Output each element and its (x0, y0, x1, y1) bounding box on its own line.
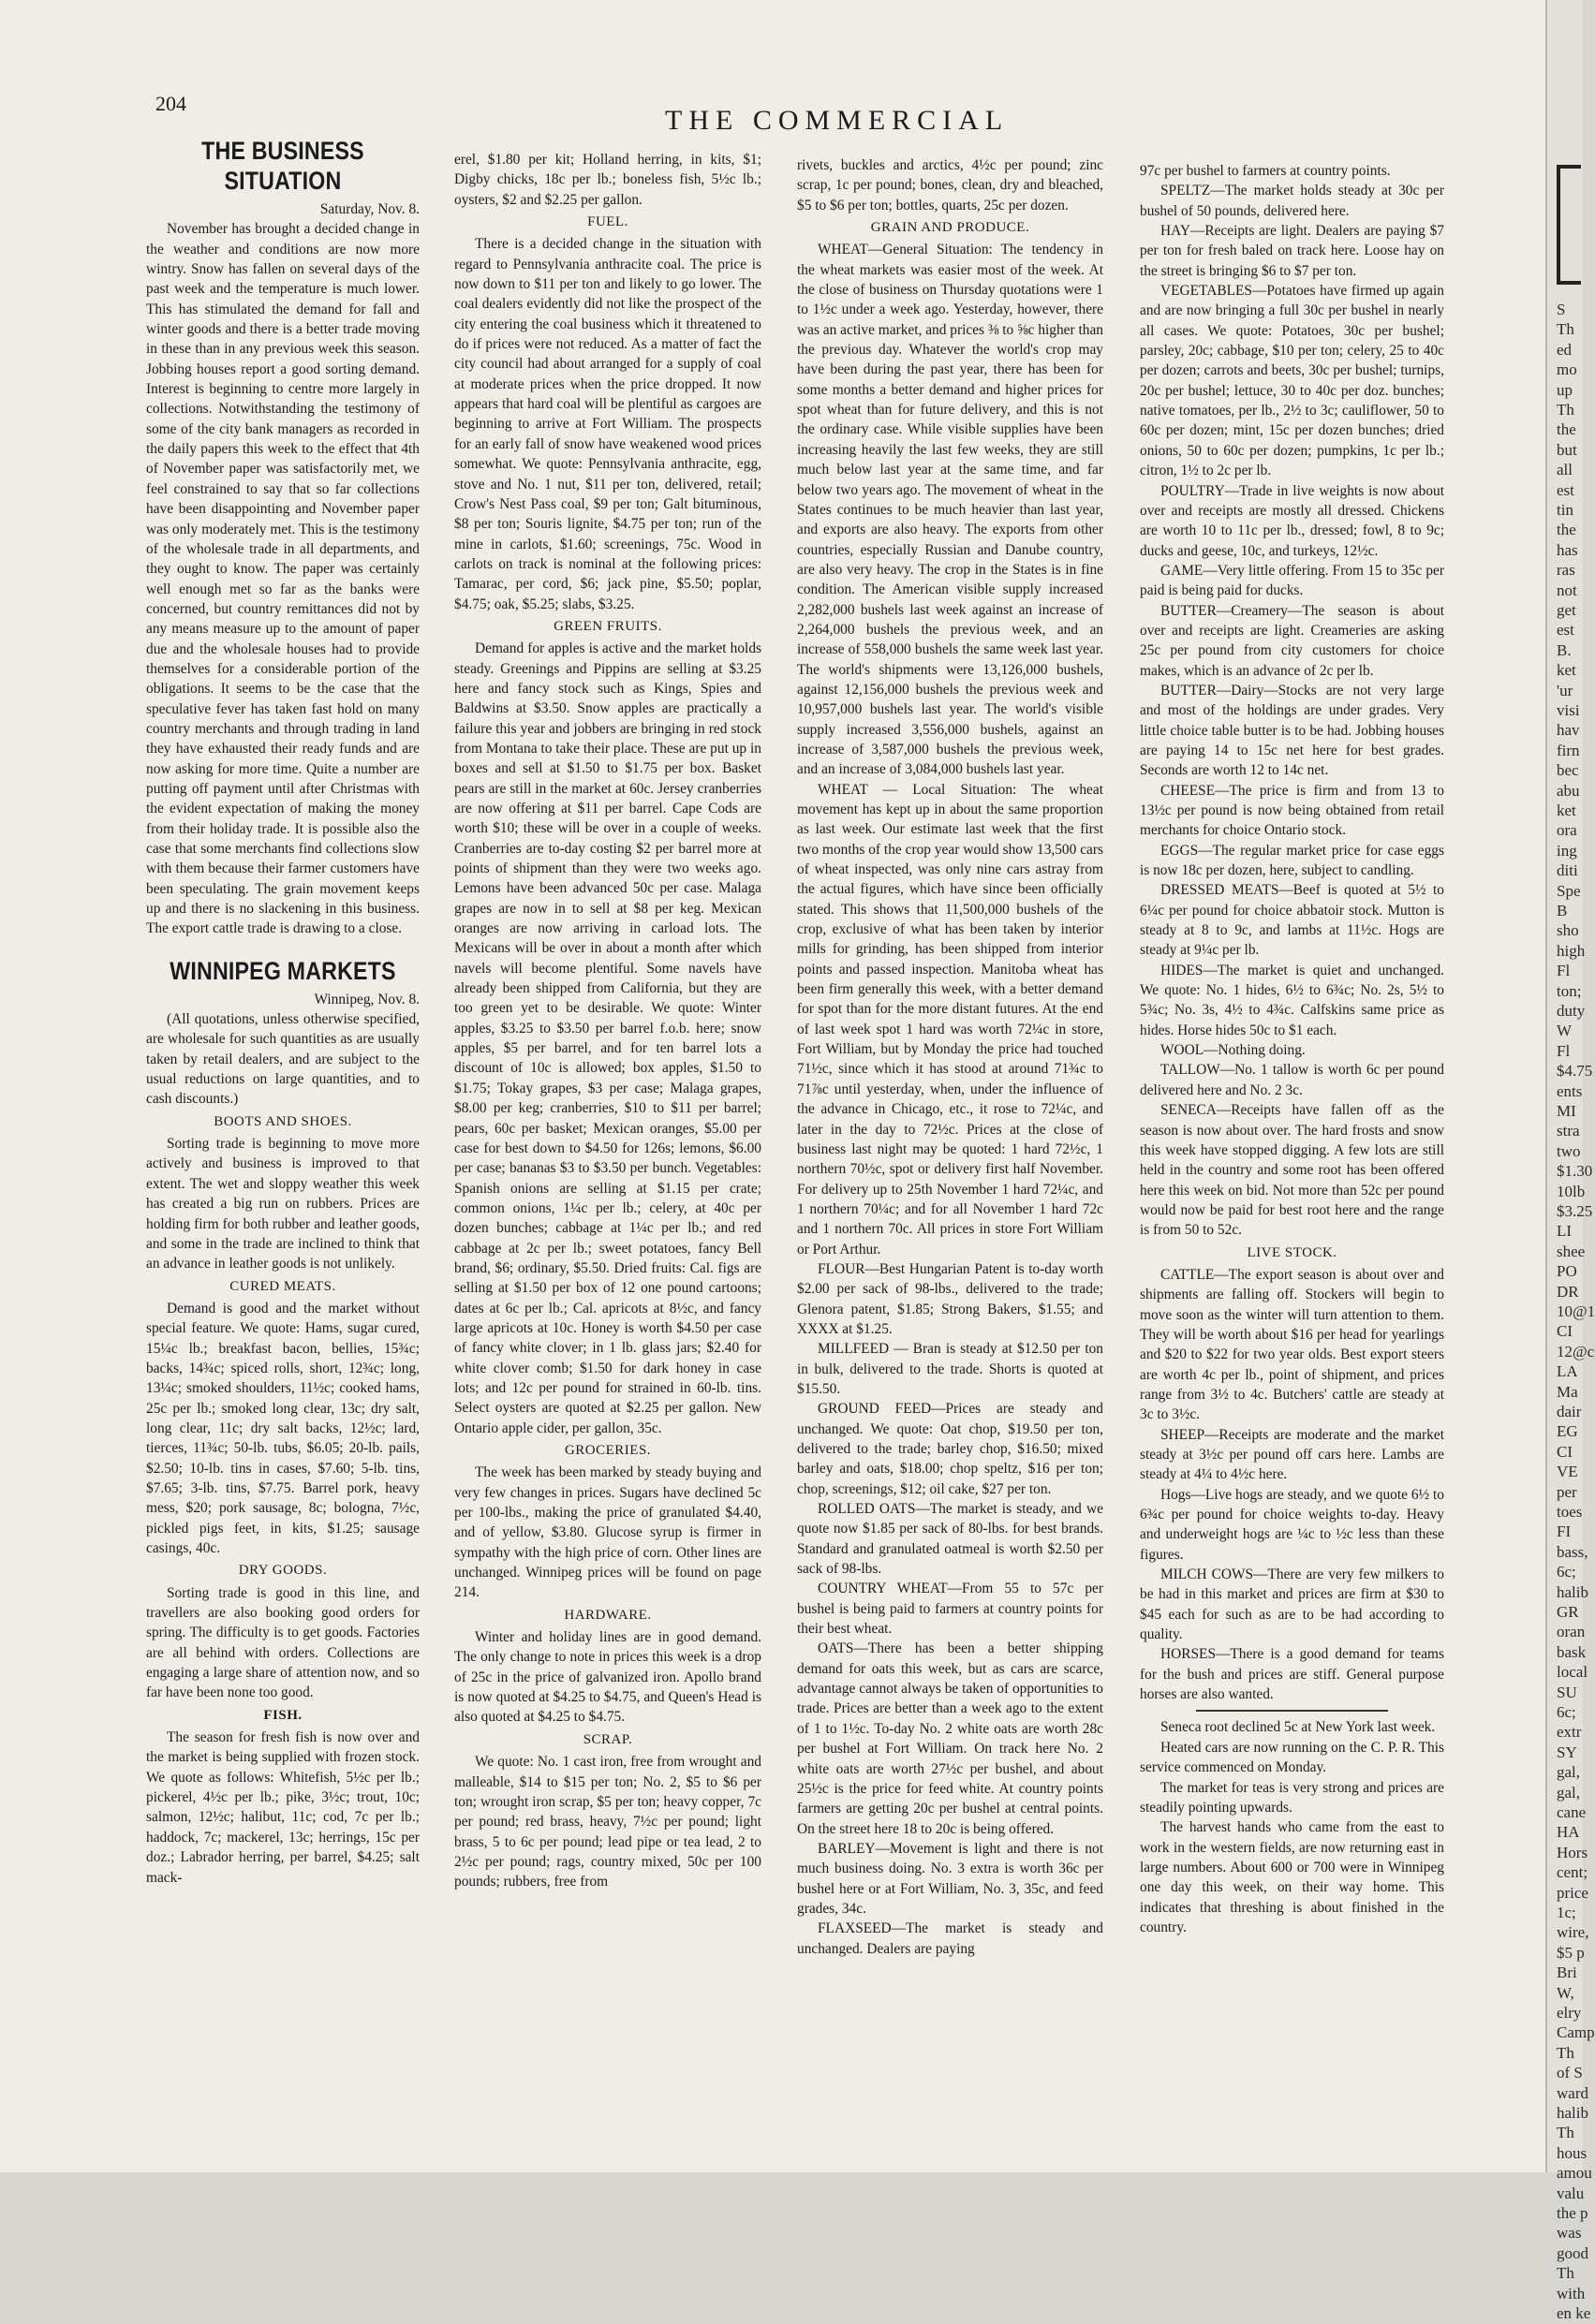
facing-page-fragment: ora (1557, 821, 1577, 840)
hay: HAY—Receipts are light. Dealers are paying $7 per ton for fresh baled on track here. Loose hay on the street is bringing $6 to $7 per ton. (1140, 223, 1444, 279)
groceries-body: The week has been marked by steady buying and very few changes in prices. Sugars have declined 5c per 100-lbs., making the price of granulated $4.40, and of yellow, $3.80. Glucose syrup is firmer in sympathy with the high price of corn. Other lines are unchanged. Winnipeg prices will be found on page 214. (454, 1464, 761, 1601)
facing-page-fragment: GR (1557, 1603, 1579, 1621)
business-body: November has brought a decided change in the weather and conditions are now more wintry. Snow has fallen on several days of the past week and the temperature is much lower. This has stimulated the demand for fall and winter goods and there is a better trade moving in these than in any previous week this season. Jobbing houses report a good sorting demand. Interest is beginning to centre more largely in collections. Notwithstanding the testimony of some of the city bank managers as recorded in the daily papers this week to the effect that 4th of November paper was satisfactorily met, we feel constrained to say that so far collections have been disappointing and November paper was only moderately met. This is the testimony of the wholesale trade in all departments, and they ought to know. The paper was certainly well enough met so far as the banks were concerned, but country remittances did not by any means measure up to the amount of paper due and the wholesale houses had to provide themselves for a considerable portion of the obligations. It seems to be the case that the speculative fever has taken fast hold on many country merchants and through trading in land they have exhausted their ready funds and are now asking for more time. Quite a number are putting off payment until after Christmas with the evident expectation of making the money from their holiday trade. It is possible also the case that some merchants find collections slow with them because their farmer customers have been speculating. The grain movement keeps up and there is no slackening in this business. The export cattle trade is drawing to a close. (146, 221, 420, 937)
facing-page-fragment: gal, (1557, 1783, 1581, 1802)
facing-page-fragment: gal, (1557, 1763, 1581, 1782)
facing-page-fragment: PO (1557, 1262, 1577, 1281)
business-situation-heading: THE BUSINESS SITUATION (201, 137, 364, 195)
scrap-continued: rivets, buckles and arctics, 4½c per pound; zinc scrap, 1c per pound; bones, clean, dry and bleached, $5 to $6 per ton; bottles, quarts, 25c per dozen. (797, 157, 1103, 213)
facing-page-fragment: the (1557, 521, 1576, 539)
facing-page-fragment: mo (1557, 360, 1577, 379)
fuel-body: There is a decided change in the situation with regard to Pennsylvania anthracite coal. The price is now down to $11 per ton and likely to go lower. The coal dealers evidently did not like the prospect of the city entering the coal business which it threatened to do if prices were not reduced. As a matter of fact the city council had about arranged for a supply of coal at moderate prices when the price dropped. It now appears that hard coal will be plentiful as cargoes are beginning to arrive at Fort William. The prospects for an early fall of snow have weakened wood prices somewhat. We quote: Pennsylvania anthracite, egg, stove and No. 1 nut, $11 per ton, delivered, retail; Crow's Nest Pass coal, $9 per ton; Galt bituminous, $8 per ton; Souris lignite, $4.75 per ton; run of the mine in carlots, $1.60; screenings, 75c. Wood in carlots on track is nominal at the following prices: Tamarac, per cord, $6; jack pine, $5.50; poplar, $4.75; oak, $5.25; slabs, $3.25. (454, 236, 761, 612)
facing-page-fragment: halib (1557, 2104, 1588, 2122)
facing-page-fragment: ras (1557, 561, 1575, 580)
barley: BARLEY—Movement is light and there is not much business doing. No. 3 extra is worth 36c per bushel here or at Fort William, No. 3, 35c, and feed grades, 34c. (797, 1840, 1103, 1917)
hides: HIDES—The market is quiet and unchanged. We quote: No. 1 hides, 6½ to 6¾c; No. 2s, 5½ to 5¾c; No. 3s, 4½ to 4¾c. Calfskins same price as hides. Horse hides 50c to $1 each. (1140, 962, 1444, 1038)
green-fruits-heading: GREEN FRUITS. (554, 618, 662, 634)
groceries-heading: GROCERIES. (564, 1443, 652, 1458)
ground-feed: GROUND FEED—Prices are steady and unchanged. We quote: Oat chop, $19.50 per ton, delivered to the trade; barley chop, $16.50; mixed barley and oats, $18.00; chop speltz, $16 per ton; chop, screenings, $12; oil cake, $27 per ton. (797, 1401, 1103, 1497)
facing-page-fragment: of S (1557, 2064, 1583, 2082)
facing-page-fragment: B. (1557, 640, 1572, 659)
facing-page-fragment: Bri (1557, 1964, 1577, 1982)
facing-page-fragment: Th (1557, 2043, 1574, 2062)
hogs: Hogs—Live hogs are steady, and we quote 6½ to 6¾c per pound for choice weights to-day. Heavy and underweight hogs are ¼c to ½c less than these figures. (1140, 1486, 1444, 1563)
facing-page-fragment: $1.30 (1557, 1162, 1593, 1181)
dressed-meats: DRESSED MEATS—Beef is quoted at 5½ to 6¼c per pound for choice abbatoir stock. Mutton is steady at 8 to 9c, and lambs at 11½c. Hogs are steady at 9¼c per lb. (1140, 882, 1444, 959)
facing-page-fragment: ket (1557, 661, 1576, 680)
game: GAME—Very little offering. From 15 to 35c per paid is being paid for ducks. (1140, 562, 1444, 599)
facing-page-fragment: valu (1557, 2184, 1585, 2202)
facing-page-fragment: SY (1557, 1743, 1577, 1761)
dry-body: Sorting trade is good in this line, and travellers are also booking good orders for spring. The difficulty is to get goods. Factories are all behind with orders. Collections are engaging a large share of attention now, and so far have been none too good. (146, 1584, 420, 1701)
facing-page-fragment: W, (1557, 1983, 1574, 2002)
butter-creamery: BUTTER—Creamery—The season is about over and receipts are light. Creameries are asking 25c per pound from city customers for choice makes, which is an advance of 2c per lb. (1140, 602, 1444, 679)
facing-page-fragment: sho (1557, 921, 1579, 940)
facing-page-fragment: SU (1557, 1683, 1577, 1701)
facing-page-fragment: 'ur (1557, 681, 1573, 699)
facing-page-fragment: MI (1557, 1102, 1576, 1120)
seneca: SENECA—Receipts have fallen off as the season is now about over. The hard frosts and snow this week have stopped digging. A few lots are still held in the country and some root has been offered here this week on bid. Not more than 52c per pound would now be paid for best root here and the range is from 50 to 52c. (1140, 1102, 1444, 1239)
facing-page-fragment: 12@c (1557, 1342, 1595, 1361)
facing-page-fragment: LA (1557, 1362, 1578, 1381)
facing-page-fragment: 6c; (1557, 1703, 1576, 1721)
facing-page-fragment: per (1557, 1482, 1577, 1501)
wool: WOOL—Nothing doing. (1160, 1042, 1306, 1059)
grain-heading: GRAIN AND PRODUCE. (870, 220, 1030, 236)
facing-page-fragment: local (1557, 1663, 1588, 1682)
facing-page-fragment: ket (1557, 802, 1576, 819)
hardware-heading: HARDWARE. (564, 1607, 652, 1623)
facing-page-fragment: cane (1557, 1803, 1587, 1821)
fish-body: The season for fresh fish is now over and the market is being supplied with frozen stock. We quote as follows: Whitefish, 5½c per lb.; pickerel, 4½c per lb.; pike, 3½c; trout, 10c; salmon, 12½c; halibut, 11c; cod, 7c per lb.; haddock, 7c; mackerel, 13c; herrings, 15c per doz.; Labrador herring, per barrel, $4.25; salt mack- (146, 1729, 420, 1886)
facing-page-fragment: ents (1557, 1081, 1583, 1100)
facing-page-fragment: Fl (1557, 1041, 1571, 1060)
facing-page-fragment: the p (1557, 2204, 1588, 2222)
wheat-general: WHEAT—General Situation: The tendency in the wheat markets was easier most of the week. At the close of business on Thursday quotations were 1 to 1½c under a week ago. Yesterday, however, there was an active market, and prices ⅜ to ⅝c higher than the previous day. Whatever the world's crop may have been during the past year, there has been for some months a better demand and higher prices for spot wheat than for future delivery, and this is not the ordinary case. While visible supplies have been increasing heavily the last few weeks, they are still much below last year at the same time, and far below two years ago. The movement of wheat in the States continues to be much heavier than last year, and exports are also heavy. The exports from other countries, especially Russian and Danube country, are also very heavy. The crop in the States is in fine condition. The American visible supply increased 2,282,000 bushels last week against an increase of 2,264,000 bushels the previous week, and an increase of 558,000 bushels the same week last year. The world's shipments were 13,126,000 bushels, against 12,156,000 bushels the previous week and 10,957,000 bushels last year. The world's visible supply increased 3,556,000 bushels, against an increase of 3,587,000 bushels the previous week, and an increase of 3,084,000 bushels last year. (797, 242, 1103, 778)
facing-page-fragment: FI (1557, 1522, 1572, 1541)
facing-page-fragment: est (1557, 480, 1574, 499)
boots-body: Sorting trade is beginning to move more actively and business is improved to that extent. The wet and sloppy weather this week has created a big run on rubbers. Prices are holding firm for both rubber and leather goods, and some in the trade are inclined to think that an advance in leather goods is not unlikely. (146, 1136, 420, 1272)
column-1 (146, 136, 420, 1888)
speltz: SPELTZ—The market holds steady at 30c per bushel of 50 pounds, delivered here. (1140, 183, 1444, 219)
facing-page-fragment: bec (1557, 761, 1579, 780)
facing-page-fragment: dair (1557, 1403, 1582, 1420)
facing-page-fragment: Hors (1557, 1843, 1588, 1861)
fuel-heading: FUEL. (587, 214, 628, 230)
facing-page-fragment: Spe (1557, 881, 1581, 900)
facing-page-fragment: Th (1557, 320, 1574, 339)
facing-page-fragment: Camp (1557, 2023, 1595, 2042)
column-4 (1140, 161, 1444, 1937)
facing-page-fragment: tin (1557, 501, 1573, 519)
facing-page-fragment: ed (1557, 340, 1573, 359)
facing-page-fragment: high (1557, 941, 1586, 960)
facing-page-fragment: CI (1557, 1442, 1573, 1461)
oats: OATS—There has been a better shipping demand for oats this week, but as cars are scarce, advantage cannot always be taken of opportunities to trade. Prices are better than a week ago to the extent of 1 to 1½c. To-day No. 2 white oats are worth 28c per bushel at Fort William. On track here No. 2 white oats are worth 27½c per bushel, and about 25½c is the price for feed white. At country points farmers are getting 20c per bushel at central points. On the street here 18 to 20c is being offered. (797, 1640, 1103, 1837)
note-heated-cars: Heated cars are now running on the C. P. R. This service commenced on Monday. (1140, 1739, 1444, 1776)
facing-page-fragment: but (1557, 440, 1577, 459)
facing-page-fragment: oran (1557, 1623, 1586, 1641)
facing-page-fragment: 10lb (1557, 1182, 1586, 1200)
eggs: EGGS—The regular market price for case eggs is now 18c per dozen, here, subject to candling. (1140, 842, 1444, 879)
milch-cows: MILCH COWS—There are very few milkers to be had in this market and prices are firm at $30 to $45 each for such as are to be had according to quality. (1140, 1566, 1444, 1643)
green-fruits-body: Demand for apples is active and the market holds steady. Greenings and Pippins are selling at $3.25 here and fancy stock such as Kings, Spies and Baldwins at $3.50. Snow apples are practically a failure this year and jobbers are bringing in red stock from Montana to take their place. These are put up in boxes and sell at $1.50 to $1.75 per box. Basket pears are still in the market at 60c. Jersey cranberries are now offering at $11 per barrel. Cape Cods are worth $10; these will be over in a couple of weeks. Cranberries are to-day costing $2 per barrel more at points of shipment than they were two weeks ago. Lemons have been advanced 50c per case. Malaga grapes are now in to sell at $8 per keg. Mexican oranges are now arriving in carload lots. The Mexicans will be over in about a month after which navels will become plentiful. Some navels have already been shipped from California, but they are too green yet to be desirable. We quote: Winter apples, $3.25 to $3.50 per barrel f.o.b. here; snow apples, $5 per barrel, and for ten barrel lots a discount of 10c is allowed; box apples, $1.50 to $1.75; Tokay grapes, $3 per case; Malaga grapes, $8.00 per keg; cranberries, $10 to $11 per barrel; pears, 60c per basket; Mexican oranges, $5.00 per case for best down to $4.50 for 126s; lemons, $6.00 per case; bananas $3 to $3.50 per bunch. Vegetables: Spanish onions are selling at $1.15 per crate; common onions, 1¼c per lb.; celery, at 40c per dozen bunches; cabbage at 1¼c per lb.; and red cabbage at 2c per lb.; sweet potatoes, fancy Bell brand, $6; ordinary, $5.50. Dried fruits: Cal. figs are selling at $1.50 per box of 12 one pound cartoons; dates at 6c per lb.; Cal. apricots at 8½c, and fancy large apricots at 10c. Honey is worth $4.50 per case of fancy white clover; in 1 lb. glass jars; $2.40 for white clover comb; $1.50 for dark honey in case lots; and 12c per pound for strained in 60-lb. tins. Select oysters are quoted at $2.25 per gallon. New Ontario apple cider, per gallon, 35c. (454, 640, 761, 1436)
facing-page-fragment: W (1557, 1022, 1573, 1040)
fish-heading: FISH. (263, 1707, 303, 1723)
facing-page-fragment: $5 p (1557, 1943, 1585, 1962)
winnipeg-markets-heading: WINNIPEG MARKETS (170, 956, 396, 985)
dry-heading: DRY GOODS. (238, 1563, 328, 1579)
facing-page-fragment: HA (1557, 1823, 1580, 1842)
facing-page-fragment: amou (1557, 2164, 1592, 2183)
note-seneca: Seneca root declined 5c at New York last week. (1160, 1719, 1436, 1736)
facing-page-fragment: bask (1557, 1642, 1587, 1661)
facing-page-fragment: hous (1557, 2143, 1588, 2162)
facing-page-fragment: ing (1557, 841, 1577, 860)
facing-page-fragment: 1c; (1557, 1904, 1576, 1921)
facing-page-fragment: firn (1557, 741, 1580, 759)
facing-page-border (1557, 165, 1581, 285)
column-3 (797, 155, 1103, 1959)
facing-page-fragment: diti (1557, 861, 1578, 880)
flour: FLOUR—Best Hungarian Patent is to-day worth $2.00 per sack of 98-lbs., delivered to the trade; Glenora patent, $1.85; Strong Bakers, $1.55; and XXXX at $1.25. (797, 1260, 1103, 1337)
facing-page-fragment: duty (1557, 1002, 1586, 1020)
facing-page-fragment: has (1557, 540, 1578, 559)
facing-page-fragment: extr (1557, 1723, 1582, 1742)
facing-page-fragment: all (1557, 461, 1573, 479)
facing-page-fragment: wire, (1557, 1923, 1589, 1942)
facing-page-fragment: DR (1557, 1282, 1579, 1301)
cheese: CHEESE—The price is firm and from 13 to 13½c per pound is now being obtained from retail merchants for choice Ontario stock. (1140, 782, 1444, 839)
facing-page-fragment: elry (1557, 2004, 1582, 2022)
facing-page-fragment: abu (1557, 781, 1580, 800)
facing-page-fragment: cent; (1557, 1863, 1588, 1882)
boots-heading: BOOTS AND SHOES. (214, 1113, 352, 1129)
facing-page-fragment: up (1557, 380, 1573, 399)
facing-page-fragment: toes (1557, 1503, 1583, 1521)
facing-page-fragment: halib (1557, 1582, 1588, 1601)
vegetables: VEGETABLES—Potatoes have firmed up again and are now bringing a full 30c per bushel in nearly all cases. We quote: Potatoes, 30c per bushel; parsley, 20c; cabbage, $10 per ton; celery, 25 to 40c per dozen; carrots and beets, 30c per bushel; turnips, 20c per bushel; lettuce, 30 to 40c per doz. bunches; native tomatoes, per lb., 2½ to 3c; cauliflower, 50 to 60c per dozen; mint, 15c per dozen bunches; dried onions, 50 to 60c per dozen; pumpkins, 1c per lb.; citron, 1½ to 2c per lb. (1140, 283, 1444, 479)
facing-page-fragment: bass, (1557, 1542, 1588, 1561)
facing-page-fragment: EG (1557, 1422, 1578, 1441)
scrap-heading: SCRAP. (583, 1731, 633, 1747)
live-stock-heading: LIVE STOCK. (1247, 1244, 1337, 1260)
facing-page-fragment: visi (1557, 701, 1580, 719)
facing-page-fragment: the (1557, 420, 1576, 439)
facing-page-fragment: Ma (1557, 1382, 1578, 1401)
note-teas: The market for teas is very strong and prices are steadily pointing upwards. (1140, 1779, 1444, 1816)
tallow: TALLOW—No. 1 tallow is worth 6c per pound delivered here and No. 2 3c. (1140, 1062, 1444, 1098)
facing-page-fragment: get (1557, 601, 1576, 619)
hardware-body: Winter and holiday lines are in good demand. The only change to note in prices this week is a drop of 25c in the price of galvanized iron. Apollo brand is now quoted at $4.25 to $4.75, and Queen's Head is also quoted at $4.25 to $4.75. (454, 1629, 761, 1726)
facing-page-fragment: ward (1557, 2083, 1588, 2102)
facing-page-fragment: good (1557, 2243, 1588, 2262)
facing-page-fragment: Th (1557, 2124, 1574, 2142)
facing-page-fragment: B (1557, 902, 1568, 919)
facing-page-fragment: not (1557, 581, 1577, 599)
poultry: POULTRY—Trade in live weights is now about over and receipts are mostly all dressed. Chickens are worth 10 to 11c per lb., dressed; fowl, 8 to 9c; ducks and geese, 10c, and turkeys, 12½c. (1140, 482, 1444, 559)
page-number: 204 (155, 92, 186, 115)
facing-page-fragment: was (1557, 2224, 1582, 2243)
facing-page-fragment: $4.75 (1557, 1062, 1593, 1081)
section-divider (1196, 1710, 1388, 1712)
flaxseed: FLAXSEED—The market is steady and unchanged. Dealers are paying (797, 1920, 1103, 1957)
facing-page-fragment: S (1557, 301, 1566, 318)
column-2 (454, 150, 761, 1892)
facing-page-fragment: VE (1557, 1463, 1578, 1481)
facing-page-fragment: $3.25 (1557, 1202, 1593, 1220)
fish-continued: erel, $1.80 per kit; Holland herring, in kits, $1; Digby chicks, 18c per lb.; boneless fish, 5½c lb.; oysters, $2 and $2.25 per gallon. (454, 152, 761, 208)
facing-page-fragment: 10@1 (1557, 1302, 1595, 1320)
note-harvest-hands: The harvest hands who came from the east to work in the western fields, are now returning east in large numbers. About 600 or 700 were in Winnipeg one day this week, on their way home. This indicates that threshing is about finished in the country. (1140, 1819, 1444, 1935)
facing-page-fragment: est (1557, 621, 1574, 640)
cattle: CATTLE—The export season is about over and shipments are falling off. Stockers will begin to move soon as the winter will turn attention to them. They will be worth about $16 per head for yearlings and $20 to $22 for two year olds. Best export steers are worth 4c per lb., point of shipment, and prices range from 3½ to 4c. Butchers' cattle are steady at 3c to 3½c. (1140, 1266, 1444, 1423)
facing-page-fragment: two (1557, 1141, 1581, 1160)
cured-body: Demand is good and the market without special feature. We quote: Hams, sugar cured, 15¼c lb.; breakfast bacon, bellies, 15¾c; backs, 14¾c; spiced rolls, short, 12¾c; long, 13¼c; smoked shoulders, 11½c; cooked hams, 25c per lb.; smoked long clear, 13c; dry salt, long clear, 11c; dry salt backs, 12½c; lard, tierces, 11¾c; 50-lb. tubs, $6.05; 20-lb. pails, $2.50; 10-lb. tins in cases, $7.60; 5-lb. tins, $7.65; 3-lb. tins, $7.75. Barrel pork, heavy mess, $20; pork sausage, 8c; bologna, 7½c, pickled pigs feet, in kits, $1.25; sausage casings, 40c. (146, 1300, 420, 1556)
facing-page-fragment: hav (1557, 721, 1580, 740)
facing-page-edge (1545, 0, 1595, 2322)
horses: HORSES—There is a good demand for teams for the bush and prices are stiff. General purpose horses are also wanted. (1140, 1646, 1444, 1703)
business-date: Saturday, Nov. 8. (319, 201, 420, 217)
sheep: SHEEP—Receipts are moderate and the market steady at 3½c per pound off cars here. Lambs are steady at 4¼ to 4½c here. (1140, 1426, 1444, 1483)
facing-page-fragment: Th (1557, 401, 1574, 419)
winnipeg-intro: (All quotations, unless otherwise specified, are wholesale for such quantities as are usually taken by retail dealers, and are subject to the usual reductions on large quantities, and to cash discounts.) (146, 1011, 420, 1108)
facing-page-fragment: stra (1557, 1122, 1580, 1140)
facing-page-fragment: 6c; (1557, 1563, 1576, 1581)
country-wheat: COUNTRY WHEAT—From 55 to 57c per bushel is being paid to farmers at country points for their best wheat. (797, 1581, 1103, 1638)
rolled-oats: ROLLED OATS—The market is steady, and we quote now $1.85 per sack of 80-lbs. for best brands. Standard and granulated oatmeal is worth $2.50 per sack of 98-lbs. (797, 1501, 1103, 1578)
facing-page-fragment: price (1557, 1883, 1588, 1902)
masthead-title: THE COMMERCIAL (665, 105, 1010, 136)
butter-dairy: BUTTER—Dairy—Stocks are not very large and most of the holdings are under grades. Very little choice table butter is to be had. Jobbing houses are paying 14 to 15c net here for best grades. Seconds are worth 12 to 14c net. (1140, 682, 1444, 779)
scrap-body: We quote: No. 1 cast iron, free from wrought and malleable, $14 to $15 per ton; No. 2, $5 to $6 per ton; wrought iron scrap, $5 per ton; heavy copper, 7c per pound; red brass, heavy, 7½c per pound; light brass, 5 to 6c per pound; lead pipe or tea lead, 2 to 2½c per pound; rags, country mixed, 50c per 100 pounds; rubbers, free from (454, 1754, 761, 1890)
facing-page-fragment: en ke (1557, 2304, 1591, 2322)
wheat-local: WHEAT — Local Situation: The wheat movement has kept up in about the same proportion as last week. Our estimate last week that the first two months of the crop year would show 13,500 cars of wheat inspected, was only nine cars astray from the actual figures, which have since been officially stated. This shows that 11,500,000 bushels of the crop, exclusive of what has been taken by interior mills for grinding, has been shipped from interior points and passed inspection. Manitoba wheat has been firm generally this week, with a better demand for spot than for the more distant futures. At the end of last week spot 1 hard was worth 72¼c in store, Fort William, but by Monday the price had touched 71½c, since which it has stood at around 71¾c to 71⅞c until yesterday, when, under the influence of the advance in Chicago, etc., it rose to 72¼c, and later in the day to 72½c. Prices at the close of business last night may be quoted: 1 hard 72½c, 1 northern 70½c, spot or delivery first half November. For delivery up to 25th November 1 hard 72¼c, and 1 northern 70¼c; and for all November 1 hard 72c and 1 northern 70c. All prices in store Fort William or Port Arthur. (797, 781, 1103, 1258)
facing-page-fragment: with (1557, 2284, 1586, 2302)
facing-page-fragment: ton; (1557, 981, 1582, 1000)
facing-page-fragment: Fl (1557, 962, 1571, 980)
winnipeg-date: Winnipeg, Nov. 8. (314, 991, 420, 1008)
millfeed: MILLFEED — Bran is steady at $12.50 per ton in bulk, delivered to the trade. Shorts is quoted at $15.50. (797, 1341, 1103, 1397)
facing-page-fragment: CI (1557, 1322, 1573, 1341)
facing-page-fragment: LI (1557, 1222, 1573, 1241)
facing-page-fragment: Th (1557, 2264, 1574, 2283)
flaxseed-continued: 97c per bushel to farmers at country points. (1140, 163, 1391, 179)
cured-heading: CURED MEATS. (229, 1278, 336, 1294)
facing-page-fragment: shee (1557, 1242, 1586, 1260)
